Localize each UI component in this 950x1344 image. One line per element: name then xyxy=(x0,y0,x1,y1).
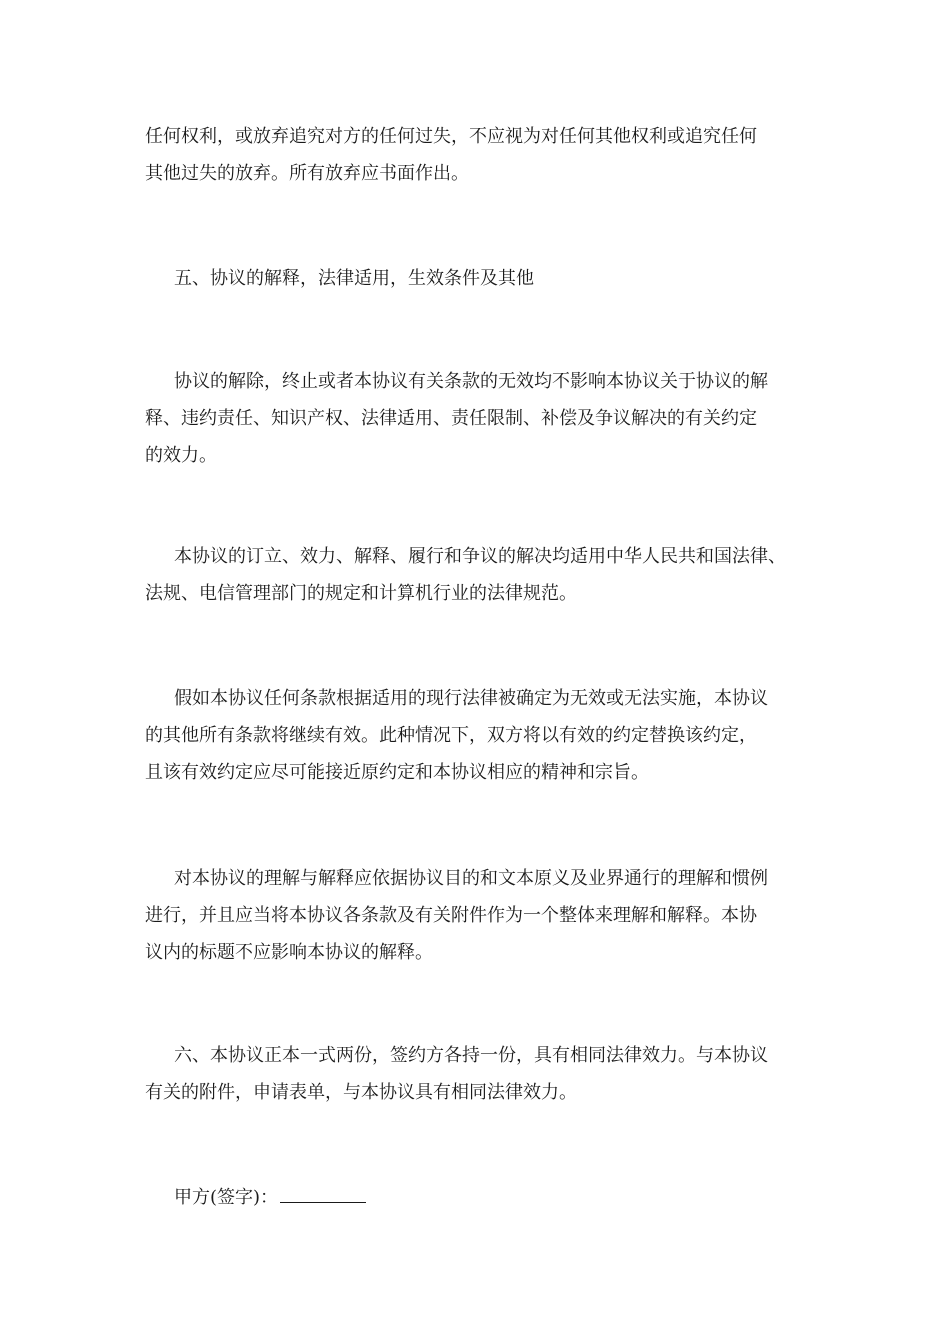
text-line: 假如本协议任何条款根据适用的现行法律被确定为无效或无法实施，本协议 xyxy=(174,688,768,709)
text-line: 的其他所有条款将继续有效。此种情况下，双方将以有效的约定替换该约定， xyxy=(145,725,757,746)
text-line: 任何权利，或放弃追究对方的任何过失，不应视为对任何其他权利或追究任何 xyxy=(145,126,757,147)
text-line: 有关的附件，申请表单，与本协议具有相同法律效力。 xyxy=(145,1082,577,1103)
text-line: 且该有效约定应尽可能接近原约定和本协议相应的精神和宗旨。 xyxy=(145,762,649,783)
text-line: 本协议的订立、效力、解释、履行和争议的解决均适用中华人民共和国法律、 xyxy=(174,546,786,567)
signature-label: 甲方(签字)： xyxy=(174,1187,279,1208)
signature-line xyxy=(174,1186,366,1208)
text-line: 进行，并且应当将本协议各条款及有关附件作为一个整体来理解和解释。本协 xyxy=(145,905,757,926)
section-title: 五、协议的解释，法律适用，生效条件及其他 xyxy=(174,268,534,289)
text-line: 对本协议的理解与解释应依据协议目的和文本原义及业界通行的理解和惯例 xyxy=(174,868,768,889)
text-line: 六、本协议正本一式两份，签约方各持一份，具有相同法律效力。与本协议 xyxy=(174,1045,768,1066)
signature-blank[interactable] xyxy=(280,1186,366,1203)
text-line: 法规、电信管理部门的规定和计算机行业的法律规范。 xyxy=(145,583,577,604)
text-line: 议内的标题不应影响本协议的解释。 xyxy=(145,942,433,963)
text-line: 其他过失的放弃。所有放弃应书面作出。 xyxy=(145,163,469,184)
text-line: 释、违约责任、知识产权、法律适用、责任限制、补偿及争议解决的有关约定 xyxy=(145,408,757,429)
text-line: 的效力。 xyxy=(145,445,217,466)
text-line: 协议的解除，终止或者本协议有关条款的无效均不影响本协议关于协议的解 xyxy=(174,371,768,392)
